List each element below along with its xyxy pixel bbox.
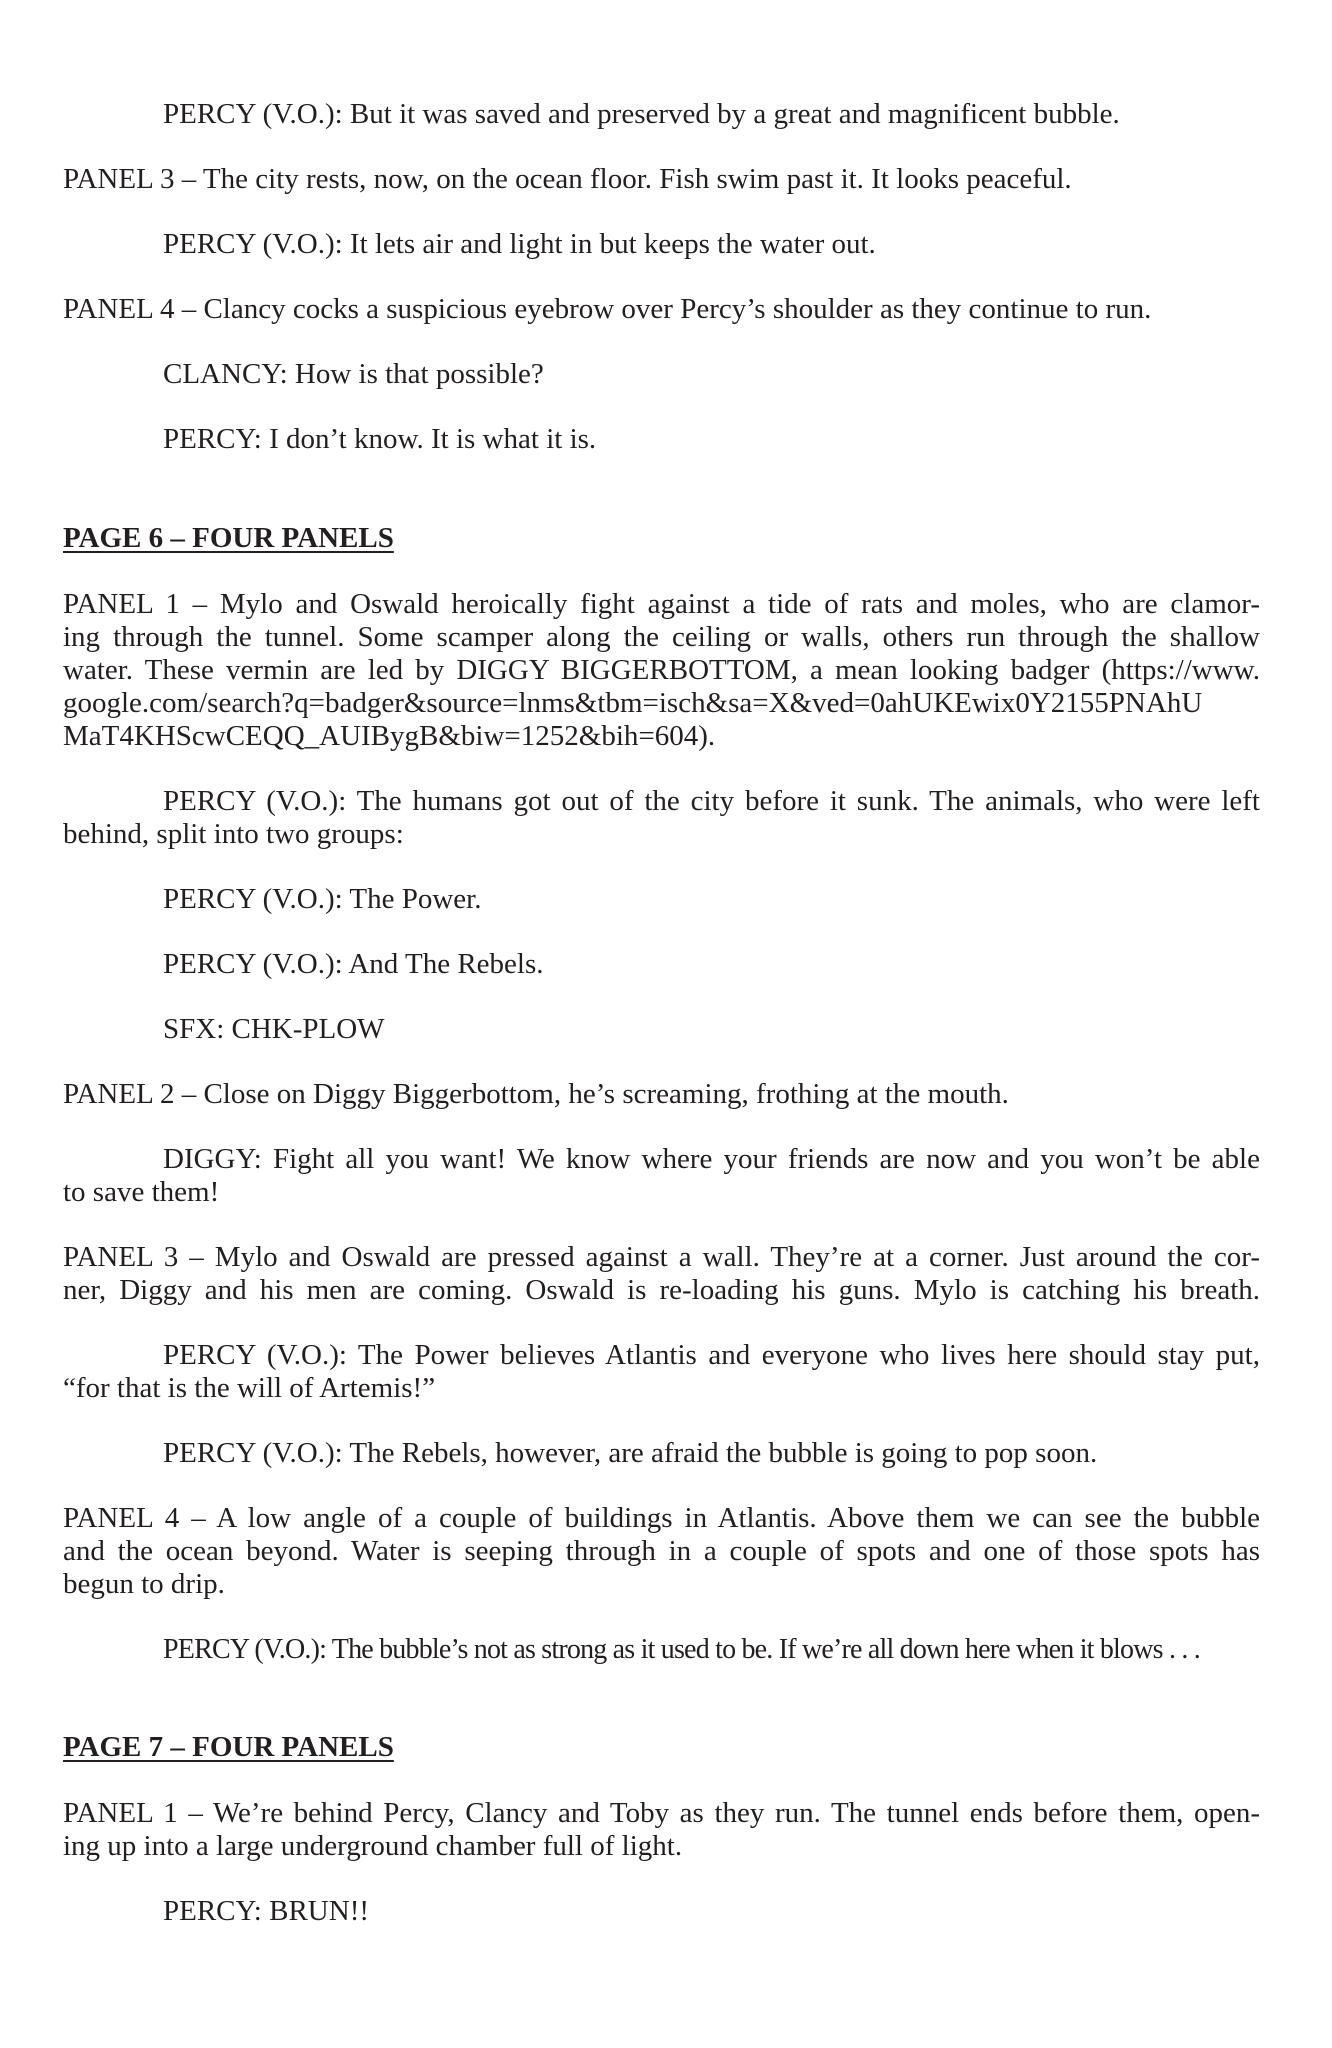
dialogue-line: “for that is the will of Artemis!” [63,1372,436,1404]
dialogue-line: PERCY (V.O.): The humans got out of the city before it sunk. The animals, who were left [163,785,1260,817]
panel-description: PANEL 4 – Clancy cocks a suspicious eyebrow over Percy’s shoulder as they continue to run. [63,293,1152,325]
dialogue-line: PERCY (V.O.): But it was saved and preserved by a great and magnificent bubble. [163,98,1120,130]
dialogue-line: PERCY (V.O.): The Power believes Atlantis and everyone who lives here should stay put, [163,1339,1260,1371]
panel-description: MaT4KHScwCEQQ_AUIBygB&biw=1252&bih=604). [63,720,716,752]
dialogue-line: PERCY (V.O.): The Power. [163,883,482,915]
panel-description: PANEL 3 – The city rests, now, on the ocean floor. Fish swim past it. It looks peaceful. [63,163,1072,195]
panel-description: ing up into a large underground chamber full of light. [63,1830,683,1862]
panel-description: ner, Diggy and his men are coming. Oswald is re-loading his guns. Mylo is catching his breath. [63,1274,1260,1306]
panel-description: google.com/search?q=badger&source=lnms&tbm=isch&sa=X&ved=0ahUKEwix0Y2155PNAhU [63,687,1203,719]
panel-description: PANEL 1 – Mylo and Oswald heroically fight against a tide of rats and moles, who are clamor- [63,588,1260,620]
panel-description: PANEL 3 – Mylo and Oswald are pressed against a wall. They’re at a corner. Just around the cor- [63,1241,1260,1273]
panel-description: begun to drip. [63,1568,225,1600]
page-heading: PAGE 7 – FOUR PANELS [63,1731,394,1763]
dialogue-line: behind, split into two groups: [63,818,404,850]
sfx-line: SFX: CHK-PLOW [163,1013,385,1045]
dialogue-line: PERCY (V.O.): It lets air and light in but keeps the water out. [163,228,876,260]
panel-description: and the ocean beyond. Water is seeping through in a couple of spots and one of those spots has [63,1535,1260,1567]
dialogue-line: PERCY (V.O.): The bubble’s not as strong as it used to be. If we’re all down here when it blows . . . [163,1634,1200,1665]
dialogue-line: PERCY (V.O.): The Rebels, however, are afraid the bubble is going to pop soon. [163,1437,1098,1469]
panel-description: PANEL 4 – A low angle of a couple of buildings in Atlantis. Above them we can see the bubble [63,1502,1260,1534]
dialogue-line: PERCY: BRUN!! [163,1895,370,1927]
panel-description: water. These vermin are led by DIGGY BIGGERBOTTOM, a mean looking badger (https://www. [63,654,1260,686]
dialogue-line: CLANCY: How is that possible? [163,358,544,390]
panel-description: ing through the tunnel. Some scamper along the ceiling or walls, others run through the shallow [63,621,1260,653]
panel-description: PANEL 1 – We’re behind Percy, Clancy and Toby as they run. The tunnel ends before them, open- [63,1797,1260,1829]
dialogue-line: to save them! [63,1176,220,1208]
panel-description: PANEL 2 – Close on Diggy Biggerbottom, he’s screaming, frothing at the mouth. [63,1078,1009,1110]
page-heading: PAGE 6 – FOUR PANELS [63,522,394,554]
dialogue-line: PERCY (V.O.): And The Rebels. [163,948,544,980]
dialogue-line: DIGGY: Fight all you want! We know where your friends are now and you won’t be able [163,1143,1260,1175]
dialogue-line: PERCY: I don’t know. It is what it is. [163,423,597,455]
